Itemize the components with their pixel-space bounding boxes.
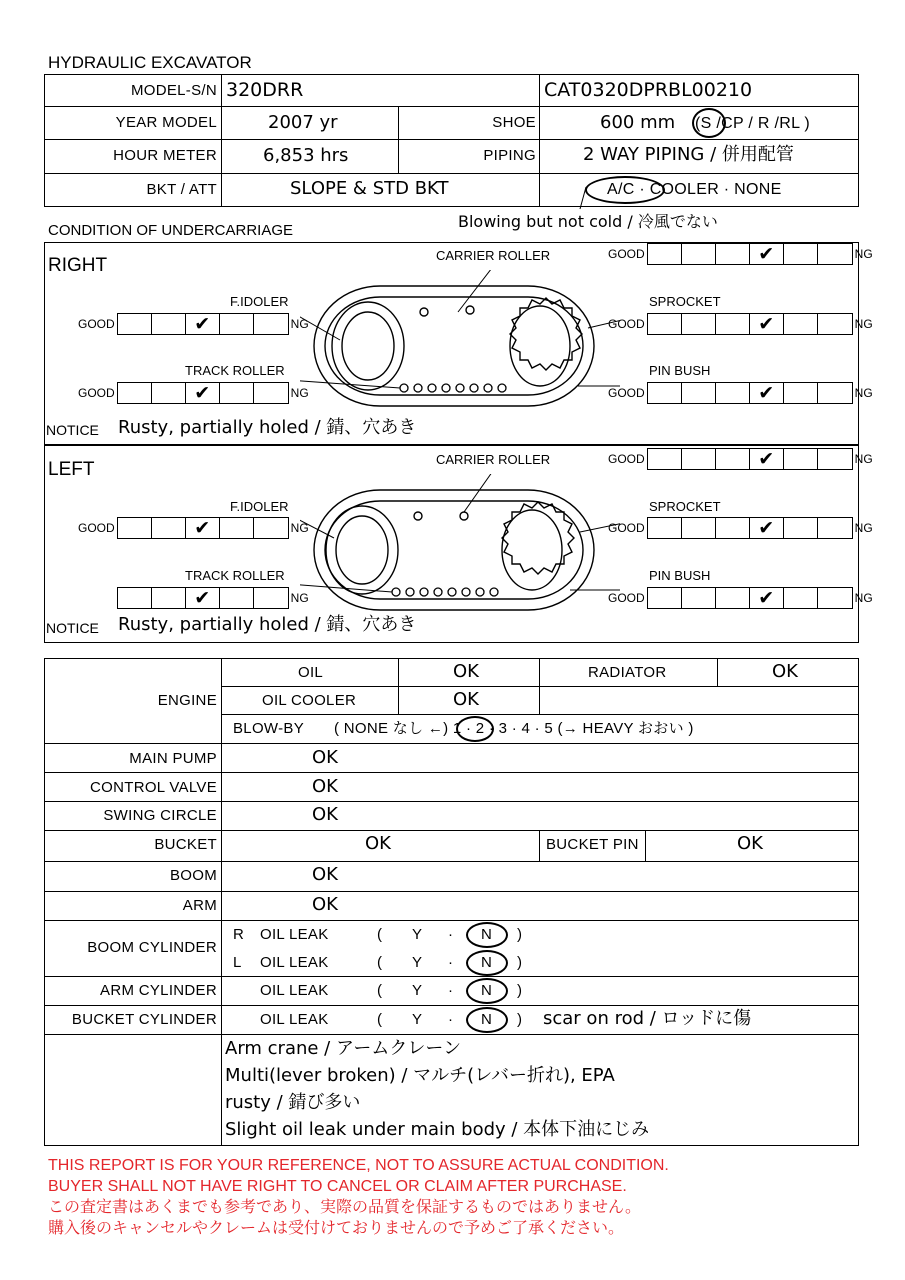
remark-line: Multi(lever broken) / マルチ(レバー折れ), EPA xyxy=(225,1065,615,1086)
right-side-label: RIGHT xyxy=(48,255,108,276)
oil-label: OIL xyxy=(298,664,324,681)
shoe-label: SHOE xyxy=(492,114,536,131)
good-label: GOOD xyxy=(608,591,645,605)
right-notice-text: Rusty, partially holed / 錆、穴あき xyxy=(118,417,417,438)
model-sn-label: MODEL-S/N xyxy=(130,82,217,99)
right-notice-label: NOTICE xyxy=(46,422,99,438)
oil-leak-label: OIL LEAK xyxy=(260,954,329,971)
gauge-box[interactable] xyxy=(716,244,750,264)
gauge-box[interactable] xyxy=(254,588,288,608)
engine-label: ENGINE xyxy=(157,692,217,709)
gauge-box[interactable] xyxy=(716,383,750,403)
check-mark-icon[interactable]: ✔ xyxy=(186,383,220,403)
gauge-box[interactable] xyxy=(784,383,818,403)
right-track-roller-gauge xyxy=(78,382,309,404)
oil-leak-label: OIL LEAK xyxy=(260,982,329,999)
left-track-diagram xyxy=(300,474,620,614)
yn-close: ) xyxy=(517,954,523,971)
gauge-box[interactable] xyxy=(716,449,750,469)
gauge-box[interactable] xyxy=(682,314,716,334)
gauge-box[interactable] xyxy=(648,588,682,608)
bkt-att-value: SLOPE & STD BKT xyxy=(290,178,449,199)
gauge-box[interactable] xyxy=(220,518,254,538)
gauge-box[interactable] xyxy=(152,588,186,608)
arm-value: OK xyxy=(312,894,338,915)
bucket-cylinder-label: BUCKET CYLINDER xyxy=(71,1011,217,1028)
aircon-note: Blowing but not cold / 冷風でない xyxy=(458,212,718,231)
good-label: GOOD xyxy=(608,521,645,535)
radiator-label: RADIATOR xyxy=(588,664,667,681)
right-carrier-roller-label: CARRIER ROLLER xyxy=(436,248,551,263)
ng-label: NG xyxy=(290,386,309,400)
gauge-box[interactable] xyxy=(682,244,716,264)
ng-label: NG xyxy=(854,452,873,466)
boom-cylinder-label: BOOM CYLINDER xyxy=(87,939,217,956)
ng-label: NG xyxy=(854,591,873,605)
right-pin-bush-label: PIN BUSH xyxy=(649,363,711,378)
yn-close: ) xyxy=(517,926,523,943)
yn-dot: · xyxy=(448,982,454,999)
check-mark-icon[interactable]: ✔ xyxy=(750,518,784,538)
boom-cylinder-r-label: R xyxy=(233,926,245,943)
gauge-box[interactable] xyxy=(716,588,750,608)
ng-label: NG xyxy=(290,591,309,605)
undercarriage-heading: CONDITION OF UNDERCARRIAGE xyxy=(48,222,294,239)
left-carrier-roller-gauge xyxy=(608,448,873,470)
disclaimer-line: BUYER SHALL NOT HAVE RIGHT TO CANCEL OR CLAIM AFTER PURCHASE. xyxy=(48,1178,627,1195)
oil-cooler-label: OIL COOLER xyxy=(262,692,357,709)
aircon-note-pointer xyxy=(578,186,588,210)
right-f-idoler-gauge xyxy=(78,313,309,335)
boom-value: OK xyxy=(312,864,338,885)
disclaimer-line: 購入後のキャンセルやクレームは受付けておりませんので予めご了承ください。 xyxy=(48,1220,625,1237)
left-sprocket-gauge xyxy=(608,517,873,539)
gauge-box[interactable] xyxy=(818,383,852,403)
hour-meter-label: HOUR METER xyxy=(113,147,217,164)
check-mark-icon[interactable]: ✔ xyxy=(750,449,784,469)
good-label: GOOD xyxy=(608,386,645,400)
right-sprocket-gauge xyxy=(608,313,873,335)
n-selected-circle xyxy=(466,978,508,1004)
gauge-box[interactable] xyxy=(254,518,288,538)
disclaimer-line: この査定書はあくまでも参考であり、実際の品質を保証するものではありません。 xyxy=(48,1199,641,1216)
gauge-box[interactable] xyxy=(682,518,716,538)
gauge-box[interactable] xyxy=(648,449,682,469)
ng-label: NG xyxy=(854,521,873,535)
gauge-box[interactable] xyxy=(818,588,852,608)
boom-label: BOOM xyxy=(169,867,217,884)
n-selected-circle xyxy=(466,950,508,976)
right-pin-bush-gauge xyxy=(608,382,873,404)
left-notice-text: Rusty, partially holed / 錆、穴あき xyxy=(118,614,417,635)
yn-n: N xyxy=(481,982,493,999)
gauge-box[interactable] xyxy=(152,383,186,403)
gauge-box[interactable] xyxy=(818,518,852,538)
main-pump-value: OK xyxy=(312,747,338,768)
check-mark-icon[interactable]: ✔ xyxy=(186,518,220,538)
good-label: GOOD xyxy=(78,386,115,400)
gauge-box[interactable] xyxy=(784,449,818,469)
gauge-box[interactable] xyxy=(648,314,682,334)
good-label: GOOD xyxy=(78,521,115,535)
left-pin-bush-label: PIN BUSH xyxy=(649,568,711,583)
check-mark-icon[interactable]: ✔ xyxy=(750,383,784,403)
yn-y: Y xyxy=(412,926,423,943)
gauge-box[interactable] xyxy=(682,383,716,403)
ng-label: NG xyxy=(290,521,309,535)
right-f-idoler-label: F.IDOLER xyxy=(230,294,289,309)
control-valve-label: CONTROL VALVE xyxy=(90,779,217,796)
good-label: GOOD xyxy=(608,452,645,466)
ng-label: NG xyxy=(854,247,873,261)
swing-circle-label: SWING CIRCLE xyxy=(103,807,217,824)
remark-line: rusty / 錆び多い xyxy=(225,1092,361,1113)
gauge-box[interactable] xyxy=(648,518,682,538)
remark-line: Slight oil leak under main body / 本体下油にじみ xyxy=(225,1119,650,1140)
bucket-pin-label: BUCKET PIN xyxy=(546,836,639,853)
remark-line: Arm crane / アームクレーン xyxy=(225,1038,462,1059)
left-f-idoler-label: F.IDOLER xyxy=(230,499,289,514)
shoe-options: (S /CP / R /RL ) xyxy=(695,115,811,132)
swing-circle-value: OK xyxy=(312,804,338,825)
year-model-value: 2007 yr xyxy=(268,112,338,133)
bucket-pin-value: OK xyxy=(737,833,763,854)
right-sprocket-label: SPROCKET xyxy=(649,294,721,309)
page-title: HYDRAULIC EXCAVATOR xyxy=(48,53,252,72)
n-selected-circle xyxy=(466,1007,508,1033)
gauge-box[interactable] xyxy=(152,314,186,334)
yn-y: Y xyxy=(412,954,423,971)
year-model-label: YEAR MODEL xyxy=(115,114,217,131)
gauge-box[interactable] xyxy=(254,314,288,334)
shoe-selected-circle xyxy=(692,108,726,138)
serial-value: CAT0320DPRBL00210 xyxy=(544,79,753,101)
gauge-box[interactable] xyxy=(220,314,254,334)
gauge-box[interactable] xyxy=(716,314,750,334)
gauge-box[interactable] xyxy=(152,518,186,538)
boom-cylinder-l-label: L xyxy=(233,954,242,971)
n-selected-circle xyxy=(466,922,508,948)
yn-dot: · xyxy=(448,1011,454,1028)
ng-label: NG xyxy=(854,386,873,400)
good-label: GOOD xyxy=(608,247,645,261)
yn-n: N xyxy=(481,1011,493,1028)
aircon-selected-circle xyxy=(585,176,665,204)
blowby-selected-circle xyxy=(456,716,494,742)
check-mark-icon[interactable]: ✔ xyxy=(750,314,784,334)
check-mark-icon[interactable]: ✔ xyxy=(750,244,784,264)
yn-dot: · xyxy=(448,926,454,943)
arm-cylinder-label: ARM CYLINDER xyxy=(100,982,217,999)
gauge-box[interactable] xyxy=(254,383,288,403)
left-carrier-roller-label: CARRIER ROLLER xyxy=(436,452,551,467)
yn-y: Y xyxy=(412,982,423,999)
gauge-box[interactable] xyxy=(784,588,818,608)
good-label: GOOD xyxy=(608,317,645,331)
left-sprocket-label: SPROCKET xyxy=(649,499,721,514)
yn-n: N xyxy=(481,926,493,943)
gauge-box[interactable] xyxy=(648,383,682,403)
gauge-box[interactable] xyxy=(118,518,152,538)
shoe-value: 600 mm xyxy=(600,112,676,133)
bucket-label: BUCKET xyxy=(154,836,217,853)
right-carrier-roller-gauge xyxy=(608,243,873,265)
gauge-box[interactable] xyxy=(118,314,152,334)
good-label: GOOD xyxy=(78,317,115,331)
disclaimer-line: THIS REPORT IS FOR YOUR REFERENCE, NOT TO ASSURE ACTUAL CONDITION. xyxy=(48,1157,669,1174)
left-pin-bush-gauge xyxy=(608,587,873,609)
gauge-box[interactable] xyxy=(682,588,716,608)
right-track-diagram xyxy=(300,270,620,410)
ng-label: NG xyxy=(290,317,309,331)
main-pump-label: MAIN PUMP xyxy=(129,750,217,767)
gauge-box[interactable] xyxy=(220,588,254,608)
yn-y: Y xyxy=(412,1011,423,1028)
left-notice-label: NOTICE xyxy=(46,620,99,636)
gauge-box[interactable] xyxy=(648,244,682,264)
aircon-options: A/C · COOLER · NONE xyxy=(607,181,782,198)
gauge-box[interactable] xyxy=(818,244,852,264)
left-track-roller-gauge xyxy=(78,587,309,609)
ng-label: NG xyxy=(854,317,873,331)
check-mark-icon[interactable]: ✔ xyxy=(750,588,784,608)
oil-leak-label: OIL LEAK xyxy=(260,926,329,943)
gauge-box[interactable] xyxy=(118,383,152,403)
right-track-roller-label: TRACK ROLLER xyxy=(185,363,285,378)
oil-leak-label: OIL LEAK xyxy=(260,1011,329,1028)
control-valve-value: OK xyxy=(312,776,338,797)
gauge-box[interactable] xyxy=(784,244,818,264)
check-mark-icon[interactable]: ✔ xyxy=(186,588,220,608)
arm-label: ARM xyxy=(182,897,217,914)
bucket-cylinder-note: scar on rod / ロッドに傷 xyxy=(543,1008,752,1029)
oil-cooler-value: OK xyxy=(453,689,479,710)
yn-dot: · xyxy=(448,954,454,971)
yn-close: ) xyxy=(517,1011,523,1028)
blowby-label: BLOW-BY xyxy=(233,720,305,737)
bkt-att-label: BKT / ATT xyxy=(146,181,217,198)
oil-value: OK xyxy=(453,661,479,682)
gauge-box[interactable] xyxy=(784,518,818,538)
hour-meter-value: 6,853 hrs xyxy=(263,145,349,166)
yn-n: N xyxy=(481,954,493,971)
left-side-label: LEFT xyxy=(48,459,95,480)
yn-close: ) xyxy=(517,982,523,999)
gauge-box[interactable] xyxy=(818,449,852,469)
piping-label: PIPING xyxy=(483,147,536,164)
gauge-box[interactable] xyxy=(818,314,852,334)
radiator-value: OK xyxy=(772,661,798,682)
left-track-roller-label: TRACK ROLLER xyxy=(185,568,285,583)
yn-open: ( xyxy=(377,954,383,971)
yn-open: ( xyxy=(377,982,383,999)
check-mark-icon[interactable]: ✔ xyxy=(186,314,220,334)
gauge-box[interactable] xyxy=(118,588,152,608)
gauge-box[interactable] xyxy=(716,518,750,538)
model-value: 320DRR xyxy=(226,79,304,101)
gauge-box[interactable] xyxy=(784,314,818,334)
bucket-value: OK xyxy=(365,833,391,854)
piping-value: 2 WAY PIPING / 併用配管 xyxy=(583,144,794,165)
yn-open: ( xyxy=(377,926,383,943)
yn-open: ( xyxy=(377,1011,383,1028)
gauge-box[interactable] xyxy=(220,383,254,403)
blowby-scale: ( NONE なし ←) 1 · 2 · 3 · 4 · 5 (→ HEAVY おおい ) xyxy=(334,720,694,737)
gauge-box[interactable] xyxy=(682,449,716,469)
left-f-idoler-gauge xyxy=(78,517,309,539)
